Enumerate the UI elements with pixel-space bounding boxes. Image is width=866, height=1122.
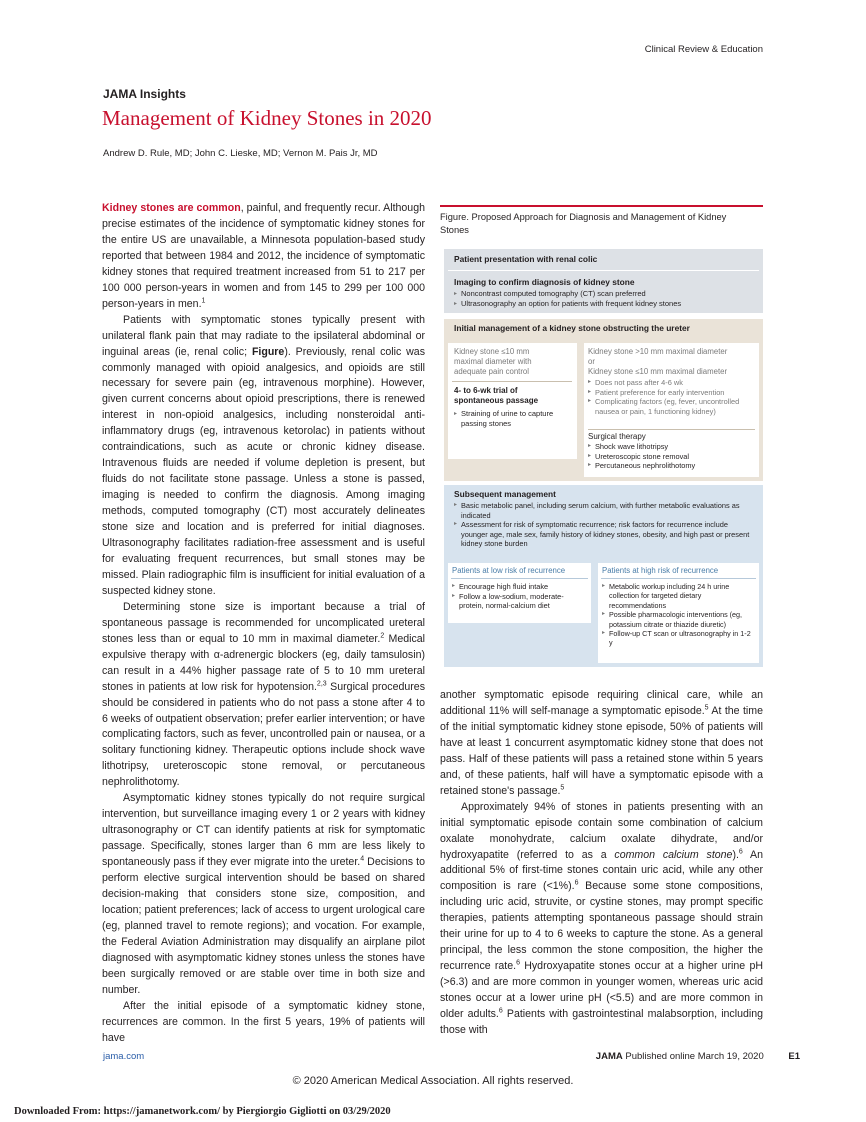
list-item: ▸ Assessment for risk of symptomatic recurrence; risk factors for recurrence include younger age, male sex, family history of kidney stones, obesity, and high past or present kidney stone burden (454, 520, 754, 549)
imaging-heading: Imaging to confirm diagnosis of kidney stone (454, 277, 635, 287)
series-label: JAMA Insights (103, 87, 186, 101)
page-footer (596, 1051, 800, 1062)
list-item: ▸ Encourage high fluid intake (452, 582, 584, 592)
initial-management-box (444, 339, 763, 481)
small-stone-panel (448, 343, 577, 459)
low-risk-label: Patients at low risk of recurrence (452, 566, 566, 575)
paragraph: Asymptomatic kidney stones typically do not require surgical intervention, but surveillance imaging every 1 or 2 years with kidney ultrasonography or CT can identify patients at risk for symptomatic passage. Specifically, stones larger than 6 mm are less likely to spontaneously pass if they ever migrate into the ureter.$^4$ Decisions to perform elective surgical intervention should be based on shared decision-making that considers stone size, composition, and location; patient preferences; lack of access to urgent urological care (eg, planned travel to remote regions); and vocation. For example, the Federal Aviation Administration may disqualify an airplane pilot diagnosed with asymptomatic kidney stones unless the stones have been surgically removed or are stable over time in both size and number. (102, 792, 425, 996)
imaging-list (454, 289, 754, 309)
list-item: ▸ Ultrasonography an option for patients with frequent kidney stones (454, 299, 754, 309)
list-item: ▸ Follow-up CT scan or ultrasonography in 1-2 y (602, 629, 755, 648)
publication-date: Published online March 19, 2020 (625, 1051, 764, 1062)
high-risk-panel (598, 563, 759, 663)
divider (448, 270, 759, 271)
paragraph: After the initial episode of a symptomatic kidney stone, recurrences are common. In the first 5 years, 19% of patients will have (102, 999, 425, 1044)
list-item: ▸ Possible pharmacologic interventions (eg, potassium citrate or thiazide diuretic) (602, 610, 755, 629)
author-list: Andrew D. Rule, MD; John C. Lieske, MD; Vernon M. Pais Jr, MD (103, 148, 378, 159)
surgical-list (588, 442, 754, 471)
large-stone-or: or (588, 357, 595, 366)
paragraph: Patients with symptomatic stones typically present with unilateral flank pain that may radiate to the ipsilateral abdominal or inguinal areas (ie, renal colic; Figure). Previously, renal colic was commonly managed with opioid analgesics, and opioids are still necessary for severe pain (eg, intravenous morphine). However, given current concerns about opioid prescriptions, there is renewed interest in non-opioid analgesics, including nonsteroidal anti-inflammatory drugs (eg, intravenous ketorolac) in patients without contraindications, such as acute or chronic kidney disease. Intravenous fluids are needed if volume depletion is present, but fluids do not facilitate stone passage. Unless a stone is passed, imaging is needed to confirm the diagnosis. Among imaging methods, computed tomography (CT) most accurately delineates stone size and location and is preferred for initial diagnoses. Ultrasonography facilitates radiation-free assessment and is useful for evaluating frequent recurrences, but small stones may be missed. Plain radiographic film is insufficient for initial evaluation of a suspected kidney stone. (102, 313, 425, 597)
presentation-box (444, 249, 763, 313)
high-risk-label: Patients at high risk of recurrence (602, 566, 719, 575)
body-column-right (440, 688, 763, 1039)
initial-management-heading: Initial management of a kidney stone obstructing the ureter (454, 323, 690, 333)
copyright-notice: © 2020 American Medical Association. All rights reserved. (292, 1075, 574, 1087)
low-risk-panel (448, 563, 591, 623)
trial-list (454, 409, 572, 429)
list-item: ▸ Percutaneous nephrolithotomy (588, 461, 754, 471)
figure-flowchart (440, 205, 763, 667)
low-risk-list (452, 582, 584, 611)
divider (452, 381, 572, 382)
paragraph: Approximately 94% of stones in patients presenting with an initial symptomatic episode contain some combination of calcium oxalate monohydrate, calcium oxalate dihydrate, and/or hydroxyapatite (referred to as a common calcium stone).$^6$ An additional 5% of first-time stones contain uric acid, while any other composition is rare (<1%).$^6$ Because some stone compositions, including uric acid, struvite, or cystine stones, may prompt specific therapies, patients attempting spontaneous passage should strain their urine for up to 4 to 6 weeks to capture the stone. As a general principal, the less common the stone composition, the higher the recurrence rate.$^6$ Hydroxyapatite stones occur at a higher urine pH (>6.3) and are more common in younger women, whereas uric acid stones occur at a lower urine pH (<5.5) and are more common in older adults.$^6$ Patients with gastrointestinal malabsorption, including those with (440, 800, 764, 1037)
paragraph: Determining stone size is important because a trial of spontaneous passage is recommended for uncomplicated ureteral stones less than or equal to 10 mm in maximal diameter.$^2$ Medical expulsive therapy with α-adrenergic blockers (eg, daily tamsulosin) can result in a 44% higher passage rate of 5 to 10 mm ureteral stones in patients at low risk for hypotension.$^{2,3}$ Surgical procedures should be considered in patients who do not pass a stone after 4 to 6 weeks of outpatient observation; prefer earlier intervention; or have complicating factors, such as fever, uncontrolled pain or nausea, or a solitary functioning kidney. Therapeutic options include shock wave lithotripsy, ureteroscopic stone removal, or percutaneous nephrolithotomy. (102, 600, 425, 789)
list-item: ▸ Follow a low-sodium, moderate-protein, normal-calcium diet (452, 592, 584, 611)
paragraph: Kidney stones are common, painful, and frequently recur. Although precise estimates of the incidence of symptomatic kidney stones for the entire US are unavailable, a Minnesota population-based study reported that between 1984 and 2012, the incidence of symptomatic kidney stones that required treatment increased from 51 to 217 per 100 000 person-years in women and from 145 to 299 per 100 000 person-years in men.$^1$ (102, 202, 425, 310)
paragraph: another symptomatic episode requiring clinical care, while an additional 11% will self-manage a symptomatic episode.$^5$ At the time of the initial symptomatic kidney stone episode, 50% of patients will have at least 1 concurrent asymptomatic kidney stone that does not pass. Half of these patients will pass a retained stone within 5 years and, of these patients, half will have a symptomatic episode with a retained stone's passage.$^5$ (440, 689, 763, 797)
high-risk-list (602, 582, 755, 648)
journal-site-link[interactable]: jama.com (103, 1051, 145, 1062)
list-item: ▸ Basic metabolic panel, including serum calcium, with further metabolic evaluations as indicated (454, 501, 754, 520)
large-stone-label: Kidney stone >10 mm maximal diameter (588, 347, 728, 356)
list-item: ▸ Straining of urine to capture passing stones (454, 409, 572, 429)
list-item: ▸ Does not pass after 4-6 wk (588, 378, 754, 388)
small-stone-label: Kidney stone ≤10 mm maximal diameter with adequate pain control (454, 347, 532, 376)
download-stamp: Downloaded From: https://jamanetwork.com/ by Piergiorgio Gigliotti on 03/29/2020 (14, 1106, 391, 1117)
body-column-left (102, 201, 425, 1047)
list-item: ▸ Ureteroscopic stone removal (588, 452, 754, 462)
subsequent-management-box (444, 485, 763, 667)
list-item: ▸ Noncontrast computed tomography (CT) scan preferred (454, 289, 754, 299)
large-stone-panel (584, 343, 759, 477)
figure-top-rule (440, 205, 763, 207)
trial-heading: 4- to 6-wk trial of spontaneous passage (454, 386, 539, 405)
subsequent-list (454, 501, 754, 549)
journal-name: JAMA (595, 1051, 623, 1062)
divider (451, 578, 588, 579)
article-title: Management of Kidney Stones in 2020 (102, 106, 432, 130)
figure-title: Figure. Proposed Approach for Diagnosis and Management of Kidney Stones (440, 212, 727, 235)
divider (588, 429, 755, 430)
list-item: ▸ Metabolic workup including 24 h urine collection for targeted dietary recommendations (602, 582, 755, 610)
divider (601, 578, 756, 579)
large-stone-label-alt: Kidney stone ≤10 mm maximal diameter (588, 367, 728, 376)
list-item: ▸ Complicating factors (eg, fever, uncontrolled nausea or pain, 1 functioning kidney) (588, 397, 754, 416)
surgical-heading: Surgical therapy (588, 432, 646, 441)
initial-management-header (444, 319, 763, 339)
section-label: Clinical Review & Education (644, 44, 763, 55)
list-item: ▸ Patient preference for early intervention (588, 388, 754, 398)
list-item: ▸ Shock wave lithotripsy (588, 442, 754, 452)
page-number: E1 (788, 1051, 800, 1062)
large-stone-list (588, 378, 754, 416)
subsequent-heading: Subsequent management (454, 489, 556, 499)
presentation-heading: Patient presentation with renal colic (454, 254, 598, 264)
